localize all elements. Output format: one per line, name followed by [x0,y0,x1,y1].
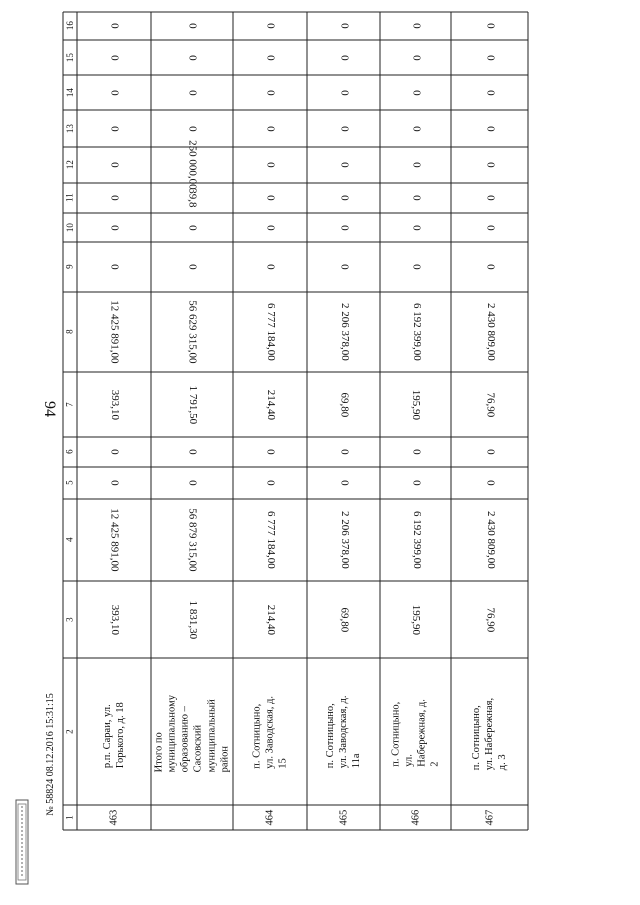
column-number-cell-text: 6 [64,449,75,455]
value-cell [451,75,528,110]
value-cell-text: 0 [484,224,497,231]
column-number-cell [63,658,77,805]
value-cell-text: 56 879 315,00 [186,508,199,572]
column-number-cell [63,372,77,437]
value-cell-text: 0 [484,125,497,132]
value-cell-text: 0 [108,54,121,61]
value-cell-text: 0 [264,54,277,61]
value-cell-text: 39,8 [186,188,199,208]
value-cell [151,140,233,190]
column-number-cell [63,183,77,213]
column-number-cell [63,581,77,658]
value-cell-text: 12 425 891,00 [108,508,121,572]
value-cell-text: 12 425 891,00 [108,300,121,364]
value-cell-text: 0 [108,89,121,96]
value-cell-text: 0 [338,449,351,455]
value-cell [380,147,451,183]
value-cell [233,292,307,372]
value-cell [451,147,528,183]
column-number-cell [63,499,77,581]
value-cell [233,242,307,292]
value-cell-text: 0 [108,125,121,132]
value-cell [77,213,151,242]
value-cell [307,242,380,292]
row-id-cell [380,805,451,830]
value-cell [77,372,151,437]
value-cell-text: 0 [338,54,351,61]
value-cell [233,147,307,183]
value-cell [451,372,528,437]
value-cell [151,183,233,213]
value-cell-text: 0 [338,264,351,270]
value-cell-text: 393,10 [108,604,121,635]
address-cell-text: п. Сотницыно, ул. Заводская, д. 15 [251,695,289,769]
value-cell [451,110,528,147]
value-cell [151,40,233,75]
column-number-cell-text: 12 [64,160,75,170]
row-id-cell [151,805,233,830]
column-number-cell-text: 11 [64,193,75,203]
column-number-cell [63,75,77,110]
value-cell-text: 0 [186,480,199,486]
value-cell [77,292,151,372]
value-cell-text: 195,90 [410,389,423,420]
column-number-cell-text: 14 [64,88,75,97]
column-number-cell [63,292,77,372]
value-cell-text: 0 [484,195,497,201]
column-number-cell-text: 1 [64,815,75,820]
value-cell-text: 214,40 [264,389,277,420]
value-cell [77,12,151,40]
value-cell [77,183,151,213]
value-cell-text: 0 [410,449,423,455]
value-cell-text: 0 [484,54,497,61]
value-cell-text: 0 [338,162,351,168]
value-cell [233,467,307,499]
value-cell-text: 0 [338,23,351,29]
value-cell-text: 69,80 [338,607,351,632]
value-cell [307,467,380,499]
value-cell [451,581,528,658]
value-cell-text: 1 791,50 [186,385,199,424]
column-number-cell-text: 2 [64,729,75,734]
value-cell-text: 6 777 184,00 [264,303,277,361]
value-cell [451,242,528,292]
column-number-cell-text: 5 [64,480,75,486]
value-cell-text: 0 [338,125,351,132]
value-cell-text: 0 [484,89,497,96]
row-id-cell-text: 464 [264,809,276,826]
value-cell [380,499,451,581]
value-cell-text: 2 430 809,00 [484,511,497,569]
value-cell [380,213,451,242]
value-cell [233,75,307,110]
column-number-cell [63,40,77,75]
column-number-cell-text: 7 [64,402,75,407]
value-cell-text: 0 [108,480,121,486]
value-cell [307,581,380,658]
value-cell-text: 0 [410,162,423,168]
value-cell-text: 393,10 [108,389,121,420]
value-cell-text: 0 [410,125,423,132]
address-cell [451,658,528,805]
value-cell [77,75,151,110]
value-cell [151,292,233,372]
address-cell [307,658,380,805]
column-number-cell-text: 9 [64,264,75,270]
value-cell [77,242,151,292]
value-cell-text: 6 192 399,00 [410,303,423,361]
column-number-cell [63,437,77,467]
value-cell [307,40,380,75]
value-cell [451,467,528,499]
value-cell-text: 0 [264,195,277,201]
address-cell-text: Итого по муниципальному образованию – Сасовский муниципальный район [153,695,231,773]
address-cell-text: п. Сотницыно, ул. Набережная, д. 2 [390,699,441,767]
value-cell [307,372,380,437]
value-cell-text: 0 [410,195,423,201]
value-cell-text: 0 [484,162,497,168]
value-cell-text: 2 206 378,00 [338,303,351,361]
value-cell [151,437,233,467]
signature-text: № 58824 08.12.2016 15:31:15 [44,692,56,816]
value-cell [77,147,151,183]
value-cell [77,40,151,75]
row-id-cell-text: 463 [108,809,120,826]
value-cell-text: 69,80 [338,392,351,417]
value-cell [307,75,380,110]
official-seal-stamp [14,796,32,888]
value-cell-text: 0 [186,54,199,61]
value-cell-text: 0 [186,449,199,455]
column-number-cell-text: 3 [64,617,75,622]
value-cell [151,242,233,292]
value-cell [233,183,307,213]
value-cell [307,110,380,147]
value-cell [233,499,307,581]
value-cell [77,499,151,581]
value-cell-text: 0 [186,224,199,231]
value-cell-text: 0 [484,449,497,455]
column-number-cell-text: 4 [64,537,75,543]
value-cell-text: 0 [264,224,277,231]
value-cell-text: 0 [410,54,423,61]
value-cell [307,147,380,183]
value-cell-text: 0 [338,195,351,201]
value-cell [77,437,151,467]
value-cell [380,242,451,292]
column-number-cell [63,147,77,183]
value-cell-text: 0 [108,449,121,455]
address-cell [151,658,233,805]
value-cell-text: 56 629 315,00 [186,300,199,364]
value-cell-text: 0 [108,224,121,231]
address-cell [233,658,307,805]
value-cell [307,437,380,467]
value-cell-text: 2 206 378,00 [338,511,351,569]
value-cell-text: 195,90 [410,604,423,635]
value-cell [451,213,528,242]
value-cell-text: 76,90 [484,607,497,632]
address-cell-text: п. Сотницыно, ул. Заводская, д. 11а [324,695,363,768]
value-cell [380,183,451,213]
value-cell [77,467,151,499]
value-cell-text: 0 [484,23,497,29]
value-cell [233,437,307,467]
value-cell [451,499,528,581]
value-cell-text: 2 430 809,00 [484,303,497,361]
value-cell [151,581,233,658]
value-cell-text: 0 [264,162,277,168]
value-cell [151,467,233,499]
value-cell [451,40,528,75]
value-cell-text: 0 [338,480,351,486]
value-cell [307,292,380,372]
value-cell-text: 0 [338,89,351,96]
column-number-cell [63,12,77,40]
value-cell-text: 0 [410,264,423,270]
value-cell [77,110,151,147]
page-number: 94 [41,401,58,417]
value-cell [380,40,451,75]
value-cell-text: 0 [264,89,277,96]
value-cell-text: 0 [410,480,423,486]
value-cell-text: 0 [264,23,277,29]
value-cell-text: 0 [410,23,423,29]
row-id-cell [451,805,528,830]
value-cell [307,213,380,242]
column-number-cell-text: 13 [64,124,75,133]
value-cell-text: 6 192 399,00 [410,511,423,569]
value-cell-text: 0 [264,480,277,486]
row-id-cell-text: 467 [483,809,495,826]
address-cell-text: р.п. Сараи, ул. Горького, д. 18 [101,702,126,769]
value-cell-text: 0 [410,89,423,96]
value-cell-text: 0 [264,125,277,132]
value-cell [451,292,528,372]
value-cell-text: 0 [108,195,121,201]
value-cell-text: 214,40 [264,604,277,635]
value-cell [380,437,451,467]
value-cell [151,499,233,581]
row-id-cell [233,805,307,830]
value-cell [451,437,528,467]
value-cell [151,12,233,40]
value-cell-text: 0 [186,125,199,132]
value-cell [380,110,451,147]
value-cell [380,581,451,658]
value-cell-text: 0 [186,23,199,29]
value-cell [380,467,451,499]
value-cell [233,12,307,40]
value-cell [233,372,307,437]
value-cell [77,581,151,658]
value-cell-text: 0 [338,224,351,231]
column-number-cell-text: 8 [64,329,75,335]
column-number-cell [63,242,77,292]
value-cell-text: 0 [108,162,121,168]
value-cell-text: 0 [410,224,423,231]
value-cell [233,581,307,658]
row-id-cell-text: 465 [337,809,349,826]
value-cell [233,110,307,147]
value-cell-text: 0 [264,264,277,270]
column-number-cell [63,110,77,147]
value-cell [380,12,451,40]
row-id-cell-text: 466 [409,809,421,826]
value-cell [307,499,380,581]
value-cell [380,75,451,110]
value-cell [451,183,528,213]
value-cell [451,12,528,40]
signature-line [40,612,60,896]
value-cell-text: 76,90 [484,392,497,417]
value-cell-text: 250 000,00 [186,140,199,190]
column-number-cell-text: 16 [64,21,75,31]
value-cell-text: 0 [186,89,199,96]
value-cell [151,75,233,110]
value-cell [380,372,451,437]
value-cell [233,40,307,75]
value-cell [233,213,307,242]
value-cell-text: 0 [484,480,497,486]
value-cell-text: 0 [108,264,121,270]
address-cell-text: п. Сотницыно, ул. Набережная, д. 3 [470,697,509,770]
address-cell [77,658,151,805]
value-cell-text: 0 [186,264,199,270]
value-cell-text: 0 [264,449,277,455]
value-cell-text: 1 831,30 [186,600,199,639]
value-cell [307,12,380,40]
value-cell [151,213,233,242]
value-cell-text: 0 [484,264,497,270]
column-number-cell [63,467,77,499]
value-cell [380,292,451,372]
value-cell [307,183,380,213]
column-number-cell [63,213,77,242]
row-id-cell [77,805,151,830]
value-cell-text: 6 777 184,00 [264,511,277,569]
address-cell [380,658,451,805]
column-number-cell [63,805,77,830]
row-id-cell [307,805,380,830]
value-cell [151,372,233,437]
value-cell-text: 0 [108,23,121,29]
column-number-cell-text: 10 [64,223,75,232]
column-number-cell-text: 15 [64,53,75,62]
